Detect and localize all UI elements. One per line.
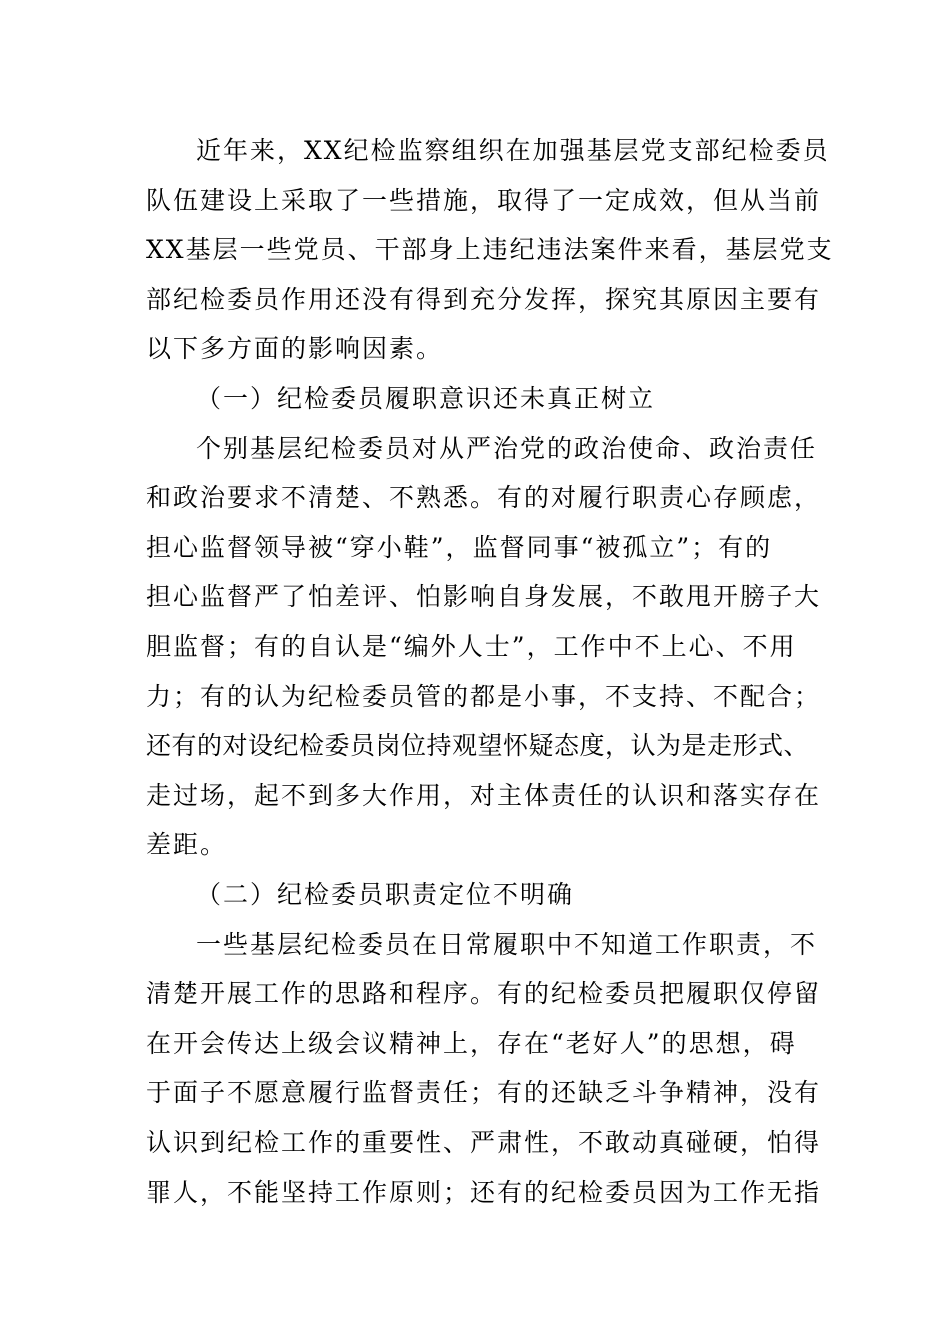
paragraph-2-line-8: 走过场，起不到多大作用，对主体责任的认识和落实存在 [146,781,822,810]
paragraph-3-line-3: 在开会传达上级会议精神上，存在“老好人”的思想，碍 [146,1029,797,1058]
paragraph-1-line-1: 近年来，XX纪检监察组织在加强基层党支部纪检委员 [196,136,830,165]
paragraph-3-line-4: 于面子不愿意履行监督责任；有的还缺乏斗争精神，没有 [146,1078,822,1107]
paragraph-2-line-6: 力；有的认为纪检委员管的都是小事，不支持、不配合； [146,682,822,711]
paragraph-1-line-3: XX基层一些党员、干部身上违纪违法案件来看，基层党支 [146,235,834,264]
paragraph-3-line-6: 罪人，不能坚持工作原则；还有的纪检委员因为工作无指 [146,1178,822,1207]
paragraph-3-line-5: 认识到纪检工作的重要性、严肃性，不敢动真碰硬，怕得 [146,1128,822,1157]
paragraph-1-line-4: 部纪检委员作用还没有得到充分发挥，探究其原因主要有 [146,285,822,314]
section-heading-2: （二）纪检委员职责定位不明确 [196,880,575,909]
section-heading-1: （一）纪检委员履职意识还未真正树立 [196,384,656,413]
paragraph-2-line-5: 胆监督；有的自认是“编外人士”，工作中不上心、不用 [146,632,797,661]
paragraph-3-line-1: 一些基层纪检委员在日常履职中不知道工作职责，不 [196,930,818,959]
paragraph-2-line-9: 差距。 [146,830,228,859]
paragraph-1-line-2: 队伍建设上采取了一些措施，取得了一定成效，但从当前 [146,186,822,215]
paragraph-2-line-7: 还有的对设纪检委员岗位持观望怀疑态度，认为是走形式、 [146,731,810,760]
paragraph-2-line-2: 和政治要求不清楚、不熟悉。有的对履行职责心存顾虑， [146,483,822,512]
paragraph-2-line-3: 担心监督领导被“穿小鞋”，监督同事“被孤立”；有的 [146,533,773,562]
paragraph-3-line-2: 清楚开展工作的思路和程序。有的纪检委员把履职仅停留 [146,979,822,1008]
paragraph-2-line-1: 个别基层纪检委员对从严治党的政治使命、政治责任 [196,434,818,463]
paragraph-2-line-4: 担心监督严了怕差评、怕影响自身发展，不敢甩开膀子大 [146,582,822,611]
paragraph-1-line-5: 以下多方面的影响因素。 [146,334,444,363]
